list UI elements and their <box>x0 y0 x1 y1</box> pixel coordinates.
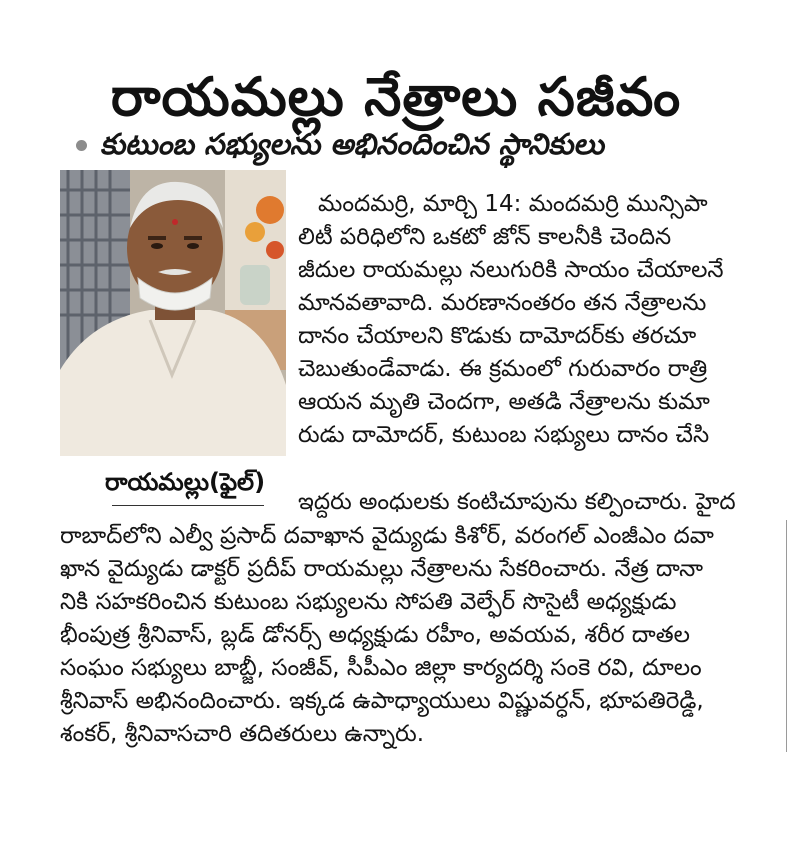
body-line: లిటీ పరిధిలోని ఒకటో జోన్ కాలనీకి చెందిన <box>298 224 672 250</box>
body-line: జీదుల రాయమల్లు నలుగురికి సాయం చేయాలనే <box>298 257 724 283</box>
portrait-photo <box>60 170 286 456</box>
subheadline-text: కుటుంబ సభ్యులను అభినందించిన స్థానికులు <box>100 127 604 161</box>
caption-divider <box>112 505 264 506</box>
body-line: ఖాన వైద్యుడు డాక్టర్ ప్రదీప్ రాయమల్లు నేత్రాలను సేకరించారు. నేత్ర దానా <box>60 556 704 582</box>
body-line: మానవతావాది. మరణానంతరం తన నేత్రాలను <box>298 290 707 316</box>
body-line: రుడు దామోదర్, కుటుంబ సభ్యులు దానం చేసి <box>298 422 710 448</box>
body-line: శ్రీనివాస్ అభినందించారు. ఇక్కడ ఉపాధ్యాయులు విష్ణువర్ధన్, భూపతిరెడ్డి, <box>60 688 704 714</box>
body-line: చెబుతుండేవాడు. ఈ క్రమంలో గురువారం రాత్రి <box>298 356 708 382</box>
body-line: దానం చేయాలని కొడుకు దామోదర్‌కు తరచూ <box>298 323 697 349</box>
column-edge-rule <box>786 520 787 752</box>
headline: రాయమల్లు నేత్రాలు సజీవం <box>110 66 682 128</box>
body-line: మందమర్రి, మార్చి 14: మందమర్రి మున్సిపా <box>318 191 708 217</box>
bullet-icon <box>76 140 87 151</box>
photo-caption: రాయమల్లు(ఫైల్) <box>104 468 266 496</box>
body-line: భీంపుత్ర శ్రీనివాస్, బ్లడ్ డోనర్స్ అధ్యక్షుడు రహీం, అవయవ, శరీర దాతల <box>60 622 690 648</box>
body-line: నికి సహకరించిన కుటుంబ సభ్యులను సోపతి వెల్ఫేర్ సొసైటీ అధ్యక్షుడు <box>60 589 677 615</box>
body-line: ఇద్దరు అంధులకు కంటిచూపును కల్పించారు. హైద <box>298 489 736 515</box>
body-line: శంకర్, శ్రీనివాసచారి తదితరులు ఉన్నారు. <box>60 721 425 747</box>
body-line: ఆయన మృతి చెందగా, అతడి నేత్రాలను కుమా <box>298 389 710 415</box>
body-line: రాబాద్‌లోని ఎల్వీ ప్రసాద్ దవాఖాన వైద్యుడు కిశోర్, వరంగల్ ఎంజీఎం దవా <box>60 523 714 549</box>
body-line: సంఘం సభ్యులు బాబ్జీ, సంజీవ్, సీపీఎం జిల్లా కార్యదర్శి సంకె రవి, దూలం <box>60 655 702 681</box>
